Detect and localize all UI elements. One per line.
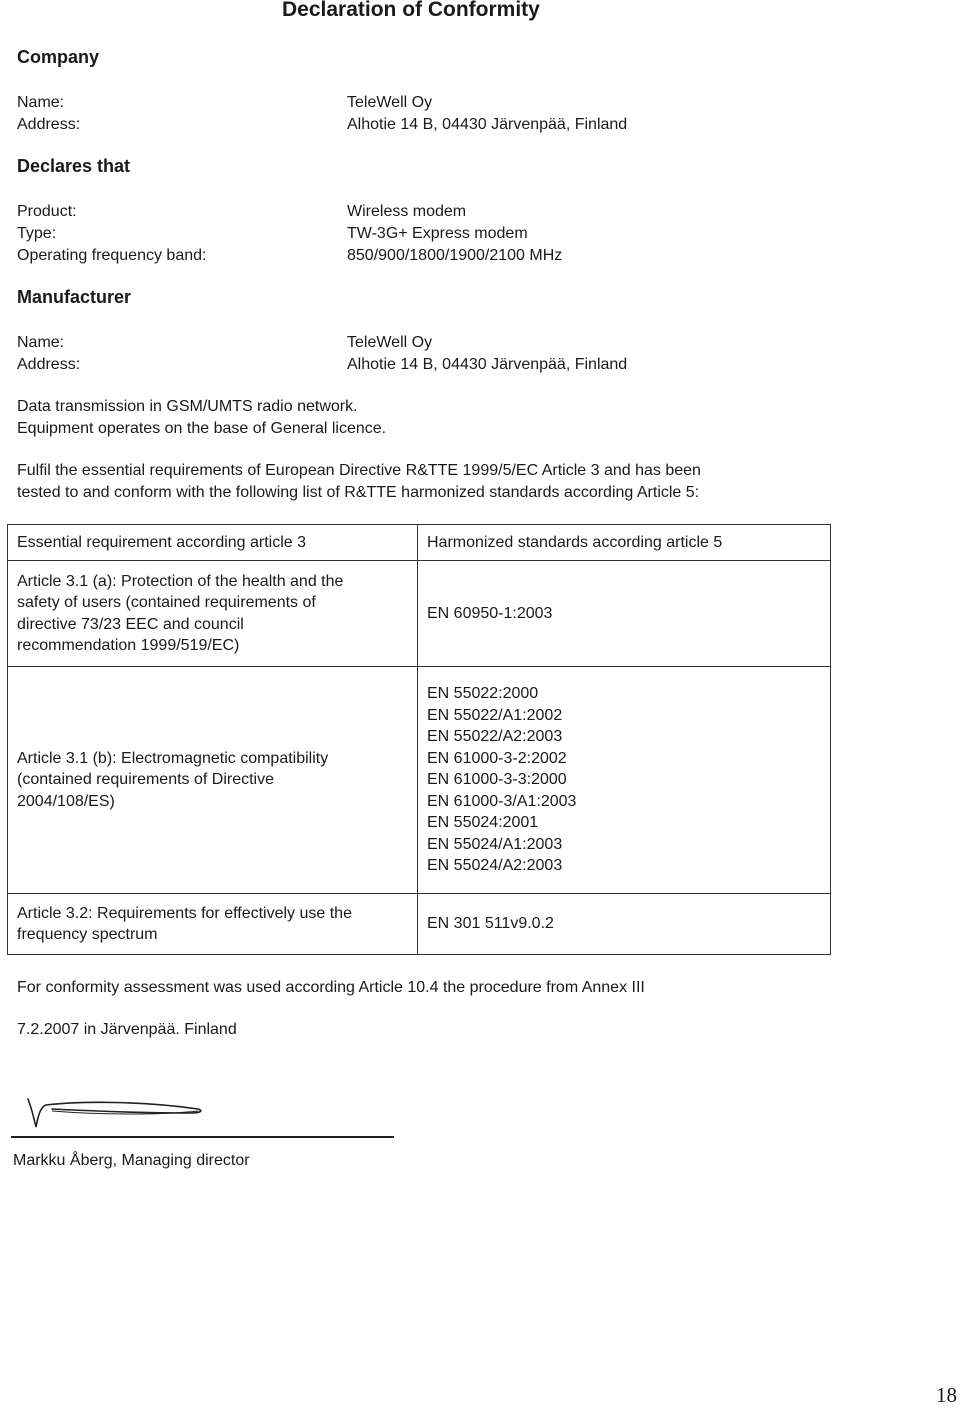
document-title: Declaration of Conformity (282, 0, 540, 21)
requirement-line: Article 3.1 (a): Protection of the health and the (17, 572, 344, 590)
manufacturer-name-value: TeleWell Oy (347, 334, 433, 351)
standard-item: EN 61000-3-2:2002 (427, 749, 567, 767)
manufacturer-name-label: Name: (17, 334, 65, 351)
requirement-line: safety of users (contained requirements of (17, 594, 316, 611)
company-name-value: TeleWell Oy (347, 94, 433, 111)
table-header-row (8, 525, 831, 561)
standard-item: EN 61000-3/A1:2003 (427, 792, 577, 810)
signatory-name: Markku Åberg, Managing director (13, 1152, 250, 1169)
declares-heading: Declares that (17, 156, 131, 176)
band-label: Operating frequency band: (17, 247, 207, 264)
manufacturer-heading: Manufacturer (17, 287, 132, 307)
company-name-label: Name: (17, 94, 65, 111)
table-row (8, 667, 831, 894)
handwritten-signature (22, 1093, 212, 1133)
standards-table (7, 524, 831, 955)
standard-item: EN 55024/A2:2003 (427, 857, 563, 875)
standards-cell (418, 561, 831, 667)
product-value: Wireless modem (347, 203, 467, 220)
company-address-value: Alhotie 14 B, 04430 Järvenpää, Finland (347, 116, 628, 133)
fulfil-line: Fulfil the essential requirements of European Directive R&TTE 1999/5/EC Article 3 and has been (17, 462, 701, 479)
type-label: Type: (17, 225, 57, 242)
requirement-line: 2004/108/ES) (17, 792, 115, 810)
assessment-text: For conformity assessment was used according Article 10.4 the procedure from Annex III (17, 979, 645, 996)
standard-item: EN 55024:2001 (427, 814, 539, 832)
type-value: TW-3G+ Express modem (347, 225, 528, 242)
requirement-cell (8, 667, 418, 894)
table-row (8, 561, 831, 667)
requirement-line: (contained requirements of Directive (17, 771, 275, 789)
requirement-cell (8, 561, 418, 667)
product-label: Product: (17, 203, 77, 220)
standards-cell (418, 667, 831, 894)
table-header-cell: Essential requirement according article 3 (8, 525, 418, 561)
requirement-line: frequency spectrum (17, 926, 158, 943)
standard-item: EN 60950-1:2003 (427, 604, 553, 622)
signature-line (11, 1136, 394, 1138)
note-line: Data transmission in GSM/UMTS radio network. (17, 398, 358, 415)
requirement-line: Article 3.2: Requirements for effectively use the (17, 904, 352, 922)
company-address-label: Address: (17, 116, 81, 133)
requirement-line: Article 3.1 (b): Electromagnetic compatibility (17, 749, 329, 767)
standard-item: EN 55022/A2:2003 (427, 728, 563, 746)
standard-item: EN 61000-3-3:2000 (427, 771, 567, 789)
note-line: Equipment operates on the base of General licence. (17, 420, 387, 437)
table-row (8, 894, 831, 955)
band-value: 850/900/1800/1900/2100 MHz (347, 247, 563, 264)
standard-item: EN 301 511v9.0.2 (427, 915, 554, 933)
standard-item: EN 55024/A1:2003 (427, 835, 563, 853)
requirement-cell (8, 894, 418, 955)
standard-item: EN 55022:2000 (427, 685, 539, 703)
standard-item: EN 55022/A1:2002 (427, 706, 563, 724)
company-heading: Company (17, 47, 100, 67)
fulfil-line: tested to and conform with the following list of R&TTE harmonized standards according Article 5: (17, 484, 700, 501)
place-date: 7.2.2007 in Järvenpää. Finland (17, 1021, 237, 1038)
standards-cell (418, 894, 831, 955)
page-number: 18 (936, 1383, 957, 1407)
table-header-cell: Harmonized standards according article 5 (418, 525, 831, 561)
manufacturer-address-label: Address: (17, 356, 81, 373)
manufacturer-address-value: Alhotie 14 B, 04430 Järvenpää, Finland (347, 356, 628, 373)
requirement-line: directive 73/23 EEC and council (17, 615, 244, 633)
requirement-line: recommendation 1999/519/EC) (17, 637, 240, 654)
